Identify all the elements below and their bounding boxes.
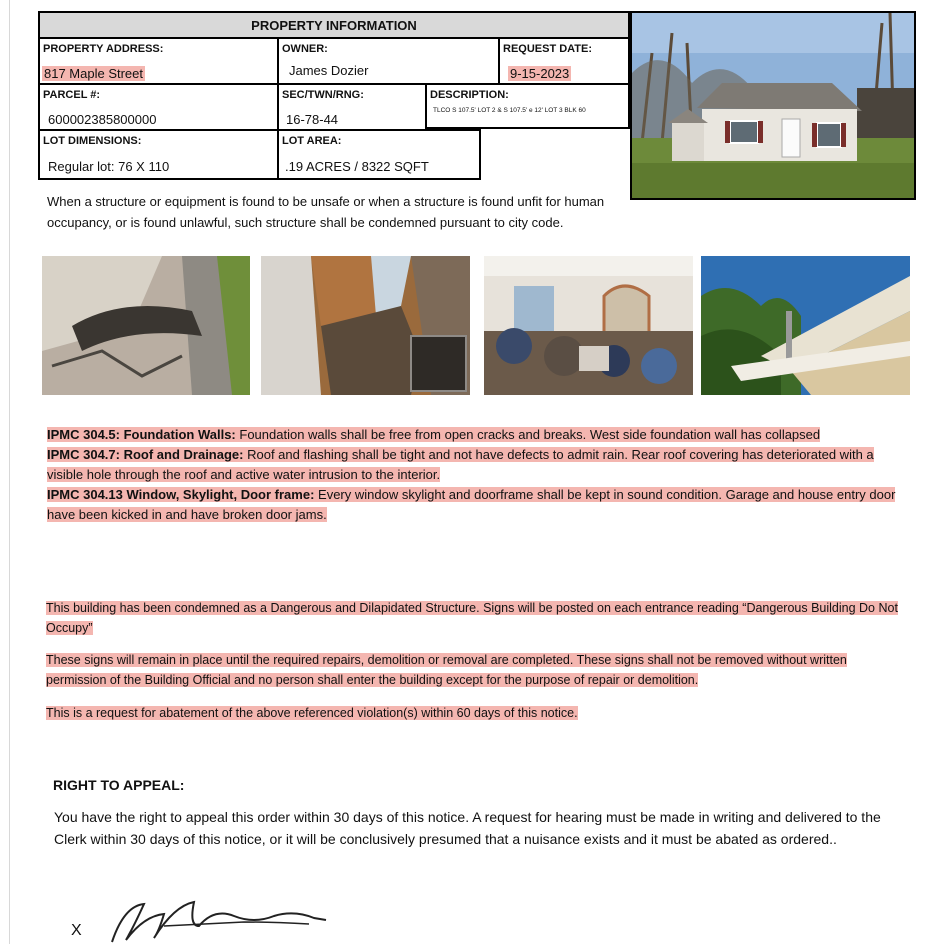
address-value: 817 Maple Street: [44, 66, 144, 81]
sec-twn-rng-value: 16-78-44: [286, 112, 339, 127]
lot-area-label: LOT AREA:: [282, 135, 342, 147]
appeal-title: RIGHT TO APPEAL:: [53, 777, 185, 793]
lot-area-cell: [277, 129, 481, 180]
parcel-label: PARCEL #:: [43, 89, 101, 101]
violation-item: [47, 485, 907, 525]
violation-code: IPMC 304.13 Window, Skylight, Door frame:: [47, 487, 315, 502]
lot-dimensions-value: Regular lot: 76 X 110: [48, 159, 170, 174]
signs-notice: [46, 650, 908, 690]
handwritten-signature: [104, 896, 334, 944]
parcel-value: 600002385800000: [48, 112, 157, 127]
condemned-notice: [46, 598, 908, 638]
owner-label: OWNER:: [282, 43, 328, 55]
description-cell: [425, 83, 630, 129]
violation-text: Roof and flashing shall be tight and not have defects to admit rain. Rear roof covering has deteriorated with a visible hole through the roof and active water intrusion to the interior.: [47, 447, 874, 482]
signature-mark: X: [71, 922, 82, 939]
interior-clutter-photo: [484, 256, 693, 395]
owner-cell: [277, 37, 500, 85]
roof-exterior-photo: [701, 256, 910, 395]
appeal-text: You have the right to appeal this order within 30 days of this notice. A request for hearing must be made in writing and delivered to the Clerk within 30 days of this notice, or it will be conclusively presumed that a nuisance exists and it must be abated as ordered..: [54, 809, 881, 847]
address-label: PROPERTY ADDRESS:: [43, 43, 164, 55]
page-margin-line: [9, 0, 10, 944]
violations-list: [47, 425, 907, 525]
violation-code: IPMC 304.5: Foundation Walls:: [47, 427, 236, 442]
violation-item: [47, 445, 907, 485]
foundation-crack-photo: [42, 256, 250, 395]
request-date-label: REQUEST DATE:: [503, 43, 593, 55]
violation-text: Every window skylight and doorframe shall be kept in sound condition. Garage and house entry door have been kicked in and have broken door jams.: [47, 487, 896, 522]
request-date-value: 9-15-2023: [510, 66, 570, 81]
interior-clutter-graphic: [484, 256, 693, 395]
violation-code: IPMC 304.7: Roof and Drainage:: [47, 447, 244, 462]
description-label: DESCRIPTION:: [430, 89, 509, 101]
sec-twn-rng-cell: [277, 83, 427, 131]
sec-twn-rng-label: SEC/TWN/RNG:: [282, 89, 364, 101]
house-photo-graphic: [632, 13, 914, 198]
lot-area-value: .19 ACRES / 8322 SQFT: [285, 159, 429, 174]
house-photo: [630, 11, 916, 200]
lot-dimensions-cell: [38, 129, 279, 180]
signs-notice-text: These signs will remain in place until the required repairs, demolition or removal are completed. These signs shall not be removed without written permission of the Building Official and no person shall enter the building except for the purpose of repair or demolition.: [46, 653, 847, 687]
roof-damage-photo: [261, 256, 470, 395]
roof-damage-graphic: [261, 256, 470, 395]
property-info-table: [38, 11, 630, 180]
abatement-notice: [46, 703, 908, 723]
property-info-header: PROPERTY INFORMATION: [38, 11, 630, 39]
lot-dimensions-label: LOT DIMENSIONS:: [43, 135, 142, 147]
violation-text: Foundation walls shall be free from open cracks and breaks. West side foundation wall has collapsed: [235, 427, 821, 442]
abatement-notice-text: This is a request for abatement of the above referenced violation(s) within 60 days of this notice.: [46, 706, 578, 720]
parcel-cell: [38, 83, 279, 131]
description-value: TLCO S 107.5' LOT 2 & S 107.5' e 12' LOT 3 BLK 60: [433, 107, 586, 114]
roof-exterior-graphic: [701, 256, 910, 395]
intro-paragraph: When a structure or equipment is found to be unsafe or when a structure is found unfit for human occupancy, or is found unlawful, such structure shall be condemned pursuant to city code.: [47, 194, 605, 230]
request-date-cell: [498, 37, 630, 85]
owner-value: James Dozier: [289, 63, 369, 78]
violation-item: [47, 425, 907, 445]
foundation-crack-graphic: [42, 256, 250, 395]
address-cell: [38, 37, 279, 85]
condemned-notice-text: This building has been condemned as a Dangerous and Dilapidated Structure. Signs will be posted on each entrance reading “Dangerous Building Do Not Occupy”: [46, 601, 898, 635]
signature-image: [104, 896, 334, 949]
